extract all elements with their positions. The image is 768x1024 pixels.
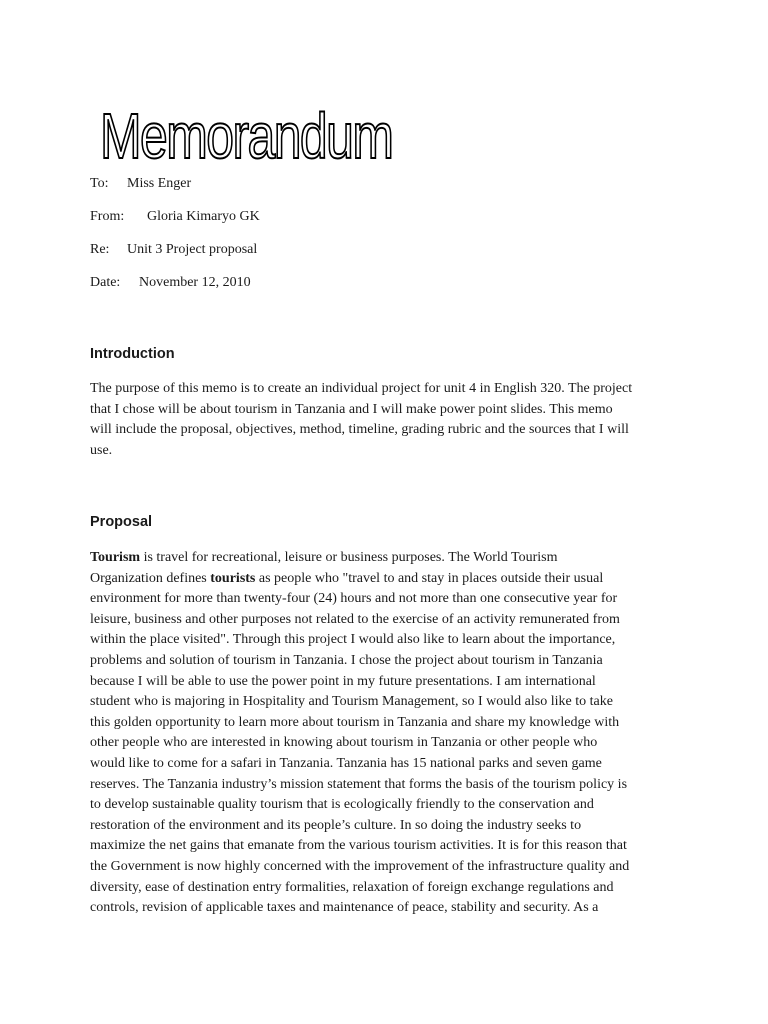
- proposal-line: to develop sustainable quality tourism that is ecologically friendly to the conservation and: [90, 797, 594, 813]
- proposal-line: [90, 548, 690, 569]
- to-field: [90, 174, 260, 207]
- date-label: Date:: [90, 275, 121, 290]
- proposal-line-text: Organization defines: [90, 570, 211, 586]
- introduction-line: The purpose of this memo is to create an individual project for unit 4 in English 320. The project: [90, 381, 633, 396]
- introduction-line: that I chose will be about tourism in Tanzania and I will make power point slides. This memo: [90, 401, 613, 417]
- introduction-heading: Introduction: [90, 346, 175, 362]
- proposal-line: controls, revision of applicable taxes and maintenance of peace, stability and security. As a: [90, 900, 599, 916]
- proposal-line: diversity, ease of destination entry formalities, relaxation of foreign exchange regulations and: [90, 879, 614, 895]
- proposal-line: would like to come for a safari in Tanzania. Tanzania has 15 national parks and seven game: [90, 755, 602, 771]
- proposal-line-text: as people who "travel to and stay in places outside their usual: [255, 570, 604, 586]
- proposal-line: within the place visited". Through this project I would also like to learn about the importance,: [90, 632, 616, 648]
- re-label: Re:: [90, 242, 110, 257]
- introduction-line: will include the proposal, objectives, method, timeline, grading rubric and the sources that I will: [90, 422, 629, 438]
- proposal-line: because I will be able to use the power point in my future presentations. I am international: [90, 673, 596, 689]
- proposal-line: [90, 569, 690, 590]
- proposal-line: environment for more than twenty-four (24) hours and not more than one consecutive year for: [90, 591, 618, 607]
- proposal-line: restoration of the environment and its people’s culture. In so doing the industry seeks to: [90, 817, 582, 833]
- proposal-line: student who is majoring in Hospitality and Tourism Management, so I would also like to take: [90, 694, 613, 710]
- tourists-term: tourists: [210, 570, 256, 586]
- introduction-line: use.: [90, 442, 113, 458]
- from-field: [90, 207, 260, 240]
- proposal-line: this golden opportunity to learn more about tourism in Tanzania and share my knowledge with: [90, 714, 620, 730]
- proposal-paragraph: [90, 548, 690, 919]
- date-value: November 12, 2010: [139, 275, 251, 290]
- tourism-term: Tourism: [90, 550, 141, 565]
- to-value: Miss Enger: [127, 176, 192, 191]
- to-label: To:: [90, 176, 109, 191]
- memo-title: Memorandum: [100, 100, 393, 172]
- proposal-line-text: is travel for recreational, leisure or business purposes. The World Tourism: [140, 550, 558, 565]
- proposal-line: reserves. The Tanzania industry’s mission statement that forms the basis of the tourism policy is: [90, 776, 628, 792]
- memo-header-fields: [90, 174, 260, 306]
- from-label: From:: [90, 209, 125, 224]
- introduction-paragraph: [90, 379, 690, 461]
- date-field: [90, 273, 260, 306]
- proposal-line: maximize the net gains that emanate from the various tourism activities. It is for this reason that: [90, 838, 627, 854]
- re-field: [90, 240, 260, 273]
- from-value: Gloria Kimaryo GK: [147, 209, 260, 224]
- proposal-line: problems and solution of tourism in Tanzania. I chose the project about tourism in Tanzania: [90, 652, 603, 668]
- proposal-line: leisure, business and other purposes not related to the exercise of an activity remunerated from: [90, 611, 620, 627]
- re-value: Unit 3 Project proposal: [127, 242, 258, 257]
- proposal-line: the Government is now highly concerned with the improvement of the infrastructure quality and: [90, 858, 630, 874]
- proposal-heading: Proposal: [90, 514, 153, 530]
- proposal-line: other people who are interested in knowing about tourism in Tanzania or other people who: [90, 735, 598, 751]
